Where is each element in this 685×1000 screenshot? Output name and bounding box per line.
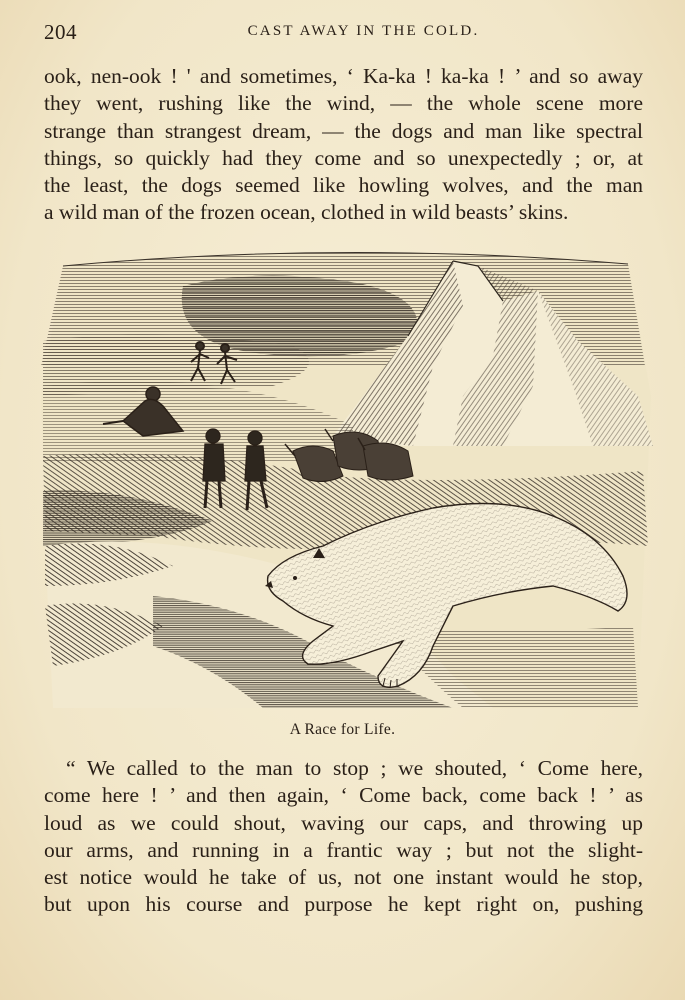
text-line: our arms, and running in a frantic way ; but not the slight- (44, 837, 643, 862)
text-line: but upon his course and purpose he kept right on, pushing (44, 892, 643, 917)
figure-caption: A Race for Life. (289, 721, 396, 738)
text-line: “ We called to the man to stop ; we shouted, ‘ Come here, (66, 756, 643, 780)
text-line: the least, the dogs seemed like howling wolves, and the man (44, 173, 643, 198)
text-line: come here ! ’ and then again, ‘ Come back, come back ! ’ as (44, 783, 643, 808)
page-header (44, 20, 643, 44)
page-number: 204 (44, 20, 77, 44)
text-line: est notice would he take of us, not one instant would he stop, (44, 865, 643, 890)
text-line: a wild man of the frozen ocean, clothed in wild beasts’ skins. (44, 200, 569, 225)
running-head: CAST AWAY IN THE COLD. (247, 23, 480, 39)
paragraph-bottom (44, 755, 643, 919)
text-line: loud as we could shout, waving our caps, and throwing up (44, 810, 643, 835)
text-line: ook, nen-ook ! ' and sometimes, ‘ Ka-ka ! ka-ka ! ’ and so away (44, 64, 643, 88)
text-line: strange than strangest dream, — the dogs and man like spectral (44, 118, 643, 143)
paragraph-top (44, 63, 643, 227)
text-line: they went, rushing like the wind, — the whole scene more (44, 91, 643, 116)
engraving-illustration (33, 246, 658, 708)
text-line: things, so quickly had they come and so unexpectedly ; or, at (44, 145, 643, 170)
